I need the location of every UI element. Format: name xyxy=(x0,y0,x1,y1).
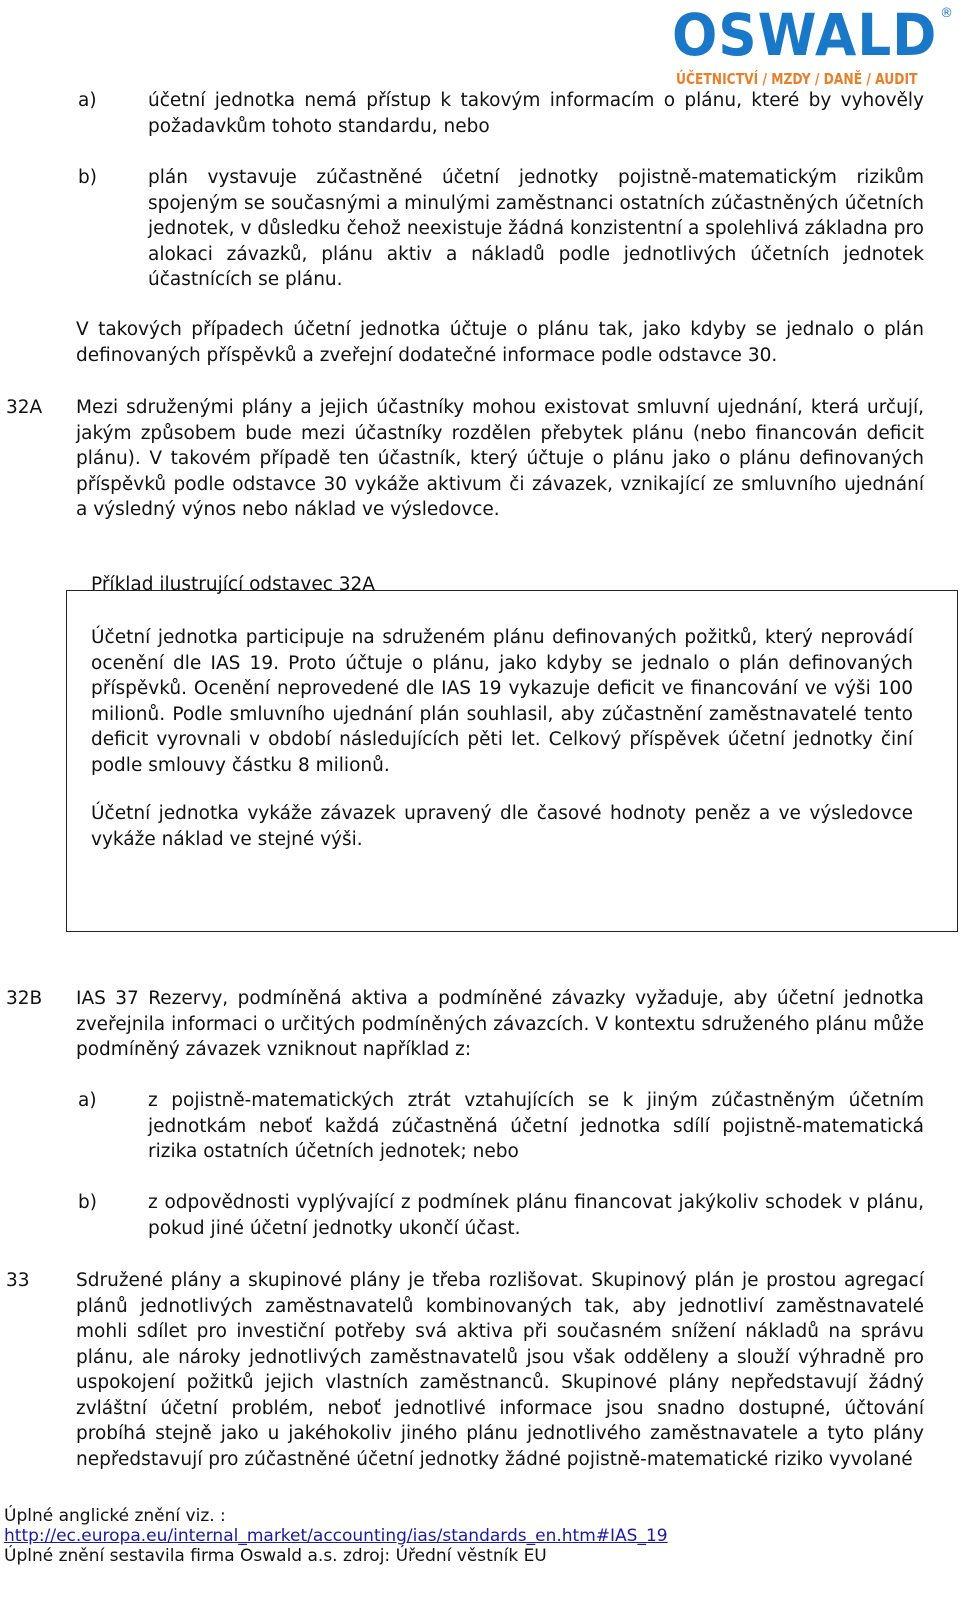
list-item-a-text: účetní jednotka nemá přístup k takovým informacím o plánu, které by vyhověly požadavkům tohoto standardu, nebo xyxy=(148,90,924,137)
paragraph-number-32b: 32B xyxy=(6,988,43,1009)
example-paragraph-2: Účetní jednotka vykáže závazek upravený dle časové hodnoty peněz a ve výsledovce vykáže náklad ve stejné výši. xyxy=(91,803,913,850)
logo-tagline: ÚČETNICTVÍ / MZDY / DANĚ / AUDIT xyxy=(676,70,918,88)
followup-paragraph: V takových případech účetní jednotka účtuje o plánu tak, jako kdyby se jednalo o plán definovaných příspěvků a zveřejní dodatečné informace podle odstavce 30. xyxy=(76,319,924,366)
paragraph-33-text: Sdružené plány a skupinové plány je třeba rozlišovat. Skupinový plán je prostou agregací plánů jednotlivých zaměstnavatelů kombinovaných tak, aby jednotliví zaměstnavatelé mohli sdílet pro investiční potřeby svá aktiva při současném snížení nákladů na správu plánu, ale nároky jednotlivých zaměstnavatelů jsou však odděleny a slouží výhradně pro uspokojení požitků jejich vlastních zaměstnanců. Skupinové plány nepředstavují žádný zvláštní účetní problém, neboť jednotlivé informace jsou snadno dostupné, účtování probíhá stejně jako u jakéhokoliv jiného plánu jednotlivého zaměstnavatele a tyto plány nepředstavují pro zúčastněné účetní jednotky žádné pojistně-matematické riziko vyvolané xyxy=(76,1270,924,1470)
list-32b-item-b-label: b) xyxy=(78,1192,97,1213)
list-32b-item-a-text: z pojistně-matematických ztrát vztahujících se k jiným zúčastněným účetním jednotkám neboť každá zúčastněná účetní jednotka sdílí pojistně-matematická rizika ostatních účetních jednotek; nebo xyxy=(148,1090,924,1162)
footer-line-1: Úplné anglické znění viz. : xyxy=(4,1506,226,1526)
footer-link[interactable]: http://ec.europa.eu/internal_market/accounting/ias/standards_en.htm#IAS_19 xyxy=(4,1526,668,1546)
paragraph-number-32a: 32A xyxy=(6,397,43,418)
list-item-b-label: b) xyxy=(78,167,97,188)
footer-line-3: Úplné znění sestavila firma Oswald a.s. zdroj: Úřední věstník EU xyxy=(4,1546,547,1566)
oswald-logo xyxy=(672,1,960,90)
example-paragraph-1: Účetní jednotka participuje na sdruženém plánu definovaných požitků, který neprovádí ocenění dle IAS 19. Proto účtuje o plánu, jako kdyby se jednalo o plán definovaných příspěvků. Ocenění neprovedené dle IAS 19 vykazuje deficit ve financování ve výši 100 milionů. Podle smluvního ujednání plán souhlasil, aby zúčastnění zaměstnavatelé tento deficit vyrovnali v období následujících pěti let. Celkový příspěvek účetní jednotky činí podle smlouvy částku 8 milionů. xyxy=(91,627,913,776)
logo-wordmark: OSWALD xyxy=(672,1,938,69)
list-item-b-text: plán vystavuje zúčastněné účetní jednotky pojistně-matematickým rizikům spojeným se současnými a minulými zaměstnanci ostatních zúčastněných účetních jednotek, v důsledku čehož neexistuje žádná konzistentní a spolehlivá základna pro alokaci závazků, plánu aktiv a nákladů podle jednotlivých účetních jednotek účastnících se plánu. xyxy=(148,167,924,290)
paragraph-number-33: 33 xyxy=(6,1270,30,1291)
list-item-a-label: a) xyxy=(78,90,97,111)
paragraph-32b-text: IAS 37 Rezervy, podmíněná aktiva a podmíněné závazky vyžaduje, aby účetní jednotka zveřejnila informaci o určitých podmíněných závazcích. V kontextu sdruženého plánu může podmíněný závazek vzniknout například z: xyxy=(76,988,924,1060)
list-32b-item-b-text: z odpovědnosti vyplývající z podmínek plánu financovat jakýkoliv schodek v plánu, pokud jiné účetní jednotky ukončí účast. xyxy=(148,1192,924,1239)
paragraph-32a-text: Mezi sdruženými plány a jejich účastníky mohou existovat smluvní ujednání, která určují, jakým způsobem bude mezi účastníky rozdělen přebytek plánu (nebo financován deficit plánu). V takovém případě ten účastník, který účtuje o plánu jako o plánu definovaných příspěvků podle odstavce 30 vykáže aktivum či závazek, vznikající ze smluvního ujednání a výsledný výnos nebo náklad ve výsledovce. xyxy=(76,397,924,520)
example-title: Příklad ilustrující odstavec 32A xyxy=(91,574,375,595)
list-32b-item-a-label: a) xyxy=(78,1090,97,1111)
registered-mark: ® xyxy=(940,6,953,21)
